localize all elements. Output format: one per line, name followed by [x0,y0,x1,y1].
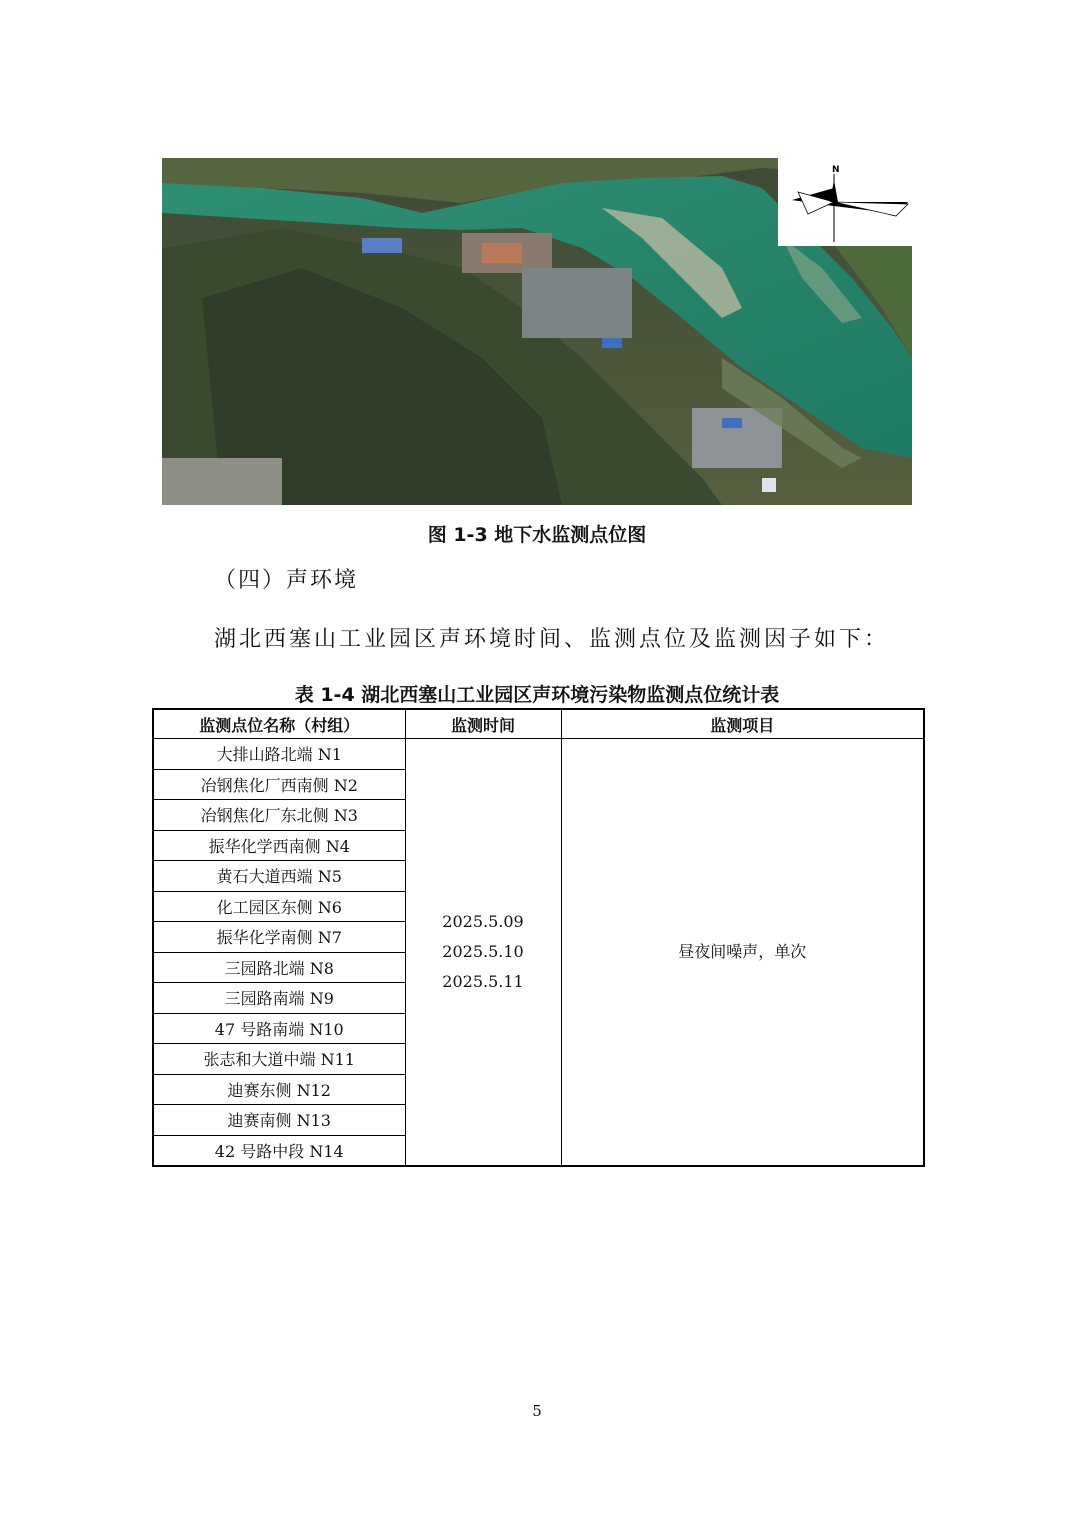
point-name-cell: 振华化学西南侧 N4 [153,830,405,861]
figure-caption: 图 1-3 地下水监测点位图 [427,524,647,546]
monitoring-date: 2025.5.10 [442,942,524,961]
noise-monitoring-table [152,708,925,1167]
point-name-cell: 化工园区东侧 N6 [153,891,405,922]
monitoring-date: 2025.5.11 [442,972,524,991]
compass-north-label: N [832,165,840,175]
section-heading: （四）声环境 [214,568,359,593]
point-name-cell: 张志和大道中端 N11 [153,1044,405,1075]
monitoring-dates-cell [405,739,561,1167]
monitoring-item-cell: 昼夜间噪声，单次 [561,739,924,1167]
point-name-cell: 47 号路南端 N10 [153,1013,405,1044]
table-header-row [153,709,924,739]
point-name-cell: 三园路南端 N9 [153,983,405,1014]
table-caption: 表 1-4 湖北西塞山工业园区声环境污染物监测点位统计表 [294,684,780,706]
point-name-cell: 三园路北端 N8 [153,952,405,983]
header-time: 监测时间 [405,709,561,739]
point-name-cell: 冶钢焦化厂西南侧 N2 [153,769,405,800]
header-item: 监测项目 [561,709,924,739]
point-name-cell: 冶钢焦化厂东北侧 N3 [153,800,405,831]
header-point-name: 监测点位名称（村组） [153,709,405,739]
point-name-cell: 迪赛南侧 N13 [153,1105,405,1136]
point-name-cell: 黄石大道西端 N5 [153,861,405,892]
point-name-cell: 振华化学南侧 N7 [153,922,405,953]
north-arrow-compass [778,158,912,246]
point-name-cell: 迪赛东侧 N12 [153,1074,405,1105]
table-row [153,739,924,770]
intro-paragraph: 湖北西塞山工业园区声环境时间、监测点位及监测因子如下： [214,627,890,652]
page-number: 5 [532,1402,542,1420]
monitoring-date: 2025.5.09 [442,912,524,931]
point-name-cell: 大排山路北端 N1 [153,739,405,770]
point-name-cell: 42 号路中段 N14 [153,1135,405,1166]
